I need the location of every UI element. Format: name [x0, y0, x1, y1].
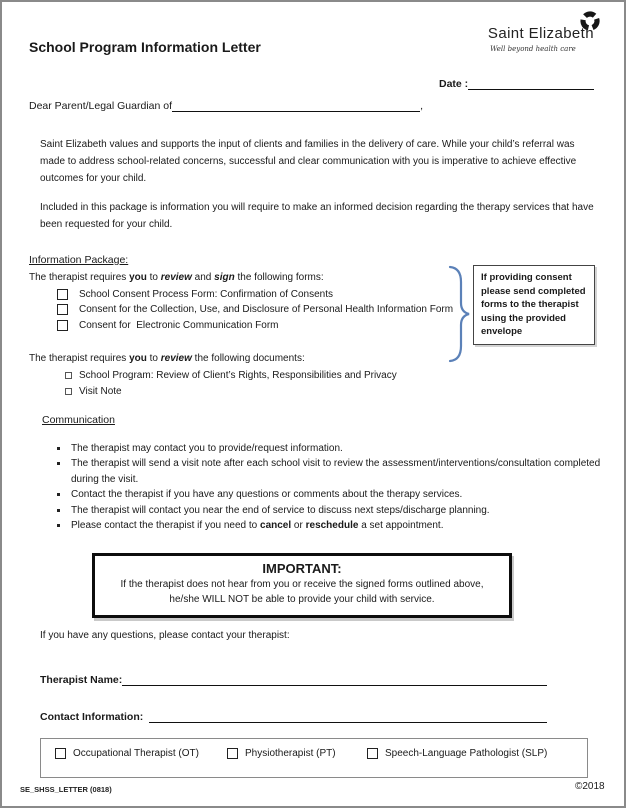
therapist-name-row	[40, 672, 547, 686]
bullet-marker	[57, 493, 60, 496]
form-item-label: School Consent Process Form: Confirmation of Consents	[79, 289, 333, 300]
bullet-item	[57, 487, 605, 502]
date-label: Date :	[439, 78, 469, 90]
document-item-label: Visit Note	[79, 385, 122, 397]
docs-intro-text: the following documents:	[191, 353, 305, 364]
page-title: School Program Information Letter	[29, 39, 261, 55]
contact-information-line[interactable]	[149, 709, 547, 723]
document-item-row	[65, 368, 485, 384]
footer-copyright: ©2018	[575, 781, 605, 792]
form-item-row	[57, 318, 465, 333]
bullet-marker	[57, 524, 60, 527]
therapist-type-option	[227, 748, 336, 759]
checkbox-school-consent-process-form[interactable]	[57, 289, 68, 300]
forms-intro-text: the following forms:	[234, 272, 324, 283]
communication-heading: Communication	[42, 414, 115, 426]
bullet-item	[57, 503, 605, 518]
checkbox-physiotherapist[interactable]	[227, 748, 238, 759]
documents-checklist	[65, 368, 485, 400]
questions-line: If you have any questions, please contact your therapist:	[40, 630, 290, 641]
therapist-type-option	[367, 748, 547, 759]
bullet-item	[57, 456, 605, 487]
salutation-comma: ,	[420, 100, 423, 112]
forms-intro-text: to	[146, 272, 161, 283]
therapist-type-label: Occupational Therapist (OT)	[73, 748, 199, 759]
bullet5-reschedule: reschedule	[305, 520, 359, 532]
bullet5-text: Please contact the therapist if you need to	[71, 520, 261, 532]
bullet5-cancel: cancel	[260, 520, 292, 532]
intro-paragraph-1: Saint Elizabeth values and supports the input of clients and families in the delivery of care. While your child’s referral was made to address school-related concerns, successful and clear communication with you is imperative to achieve effective outcomes for your child.	[40, 139, 577, 184]
form-item-row	[57, 302, 465, 317]
curly-brace-icon	[447, 265, 471, 363]
important-line-1: If the therapist does not hear from you or receive the signed forms outlined above,	[120, 579, 484, 590]
bullet-text: The therapist will send a visit note after each school visit to review the assessment/interventions/consultation completed during the visit.	[71, 458, 601, 485]
salutation	[29, 98, 423, 112]
contact-information-label: Contact Information:	[40, 711, 144, 723]
consent-note-box	[473, 265, 595, 345]
information-package-heading: Information Package:	[29, 254, 129, 266]
checkbox-speech-language-pathologist[interactable]	[367, 748, 378, 759]
checkbox-rights-responsibilities-privacy[interactable]	[65, 372, 72, 379]
bullet-text: The therapist may contact you to provide/request information.	[71, 443, 343, 454]
logo-tagline: Well beyond health care	[490, 45, 576, 53]
bullet-item	[57, 518, 605, 533]
important-title: IMPORTANT:	[262, 561, 342, 576]
bullet5-text: a set appointment.	[358, 520, 444, 532]
communication-bullet-list	[57, 441, 605, 533]
forms-intro-you: you	[129, 272, 147, 283]
checkbox-occupational-therapist[interactable]	[55, 748, 66, 759]
document-item-label: School Program: Review of Client’s Rights, Responsibilities and Privacy	[79, 370, 397, 381]
bullet-item	[57, 441, 605, 456]
date-row	[439, 76, 594, 90]
form-item-label: Consent for the Collection, Use, and Disclosure of Personal Health Information Form	[79, 304, 454, 316]
salutation-text: Dear Parent/Legal Guardian of	[29, 100, 173, 112]
bullet-text	[71, 518, 443, 533]
checkbox-consent-collection-use-disclosure[interactable]	[57, 304, 68, 315]
therapist-type-box	[40, 738, 588, 778]
checkbox-visit-note[interactable]	[65, 388, 72, 395]
guardian-name-line[interactable]	[172, 98, 420, 112]
footer-document-code: SE_SHSS_LETTER (0818)	[20, 785, 112, 794]
intro-paragraph-2: Included in this package is information you will require to make an informed decision regarding the therapy services that have been requested for your child.	[40, 202, 594, 230]
important-line-2: he/she WILL NOT be able to provide your child with service.	[169, 593, 435, 605]
form-item-label: Consent for Electronic Communication Form	[79, 319, 279, 331]
bullet-marker	[57, 462, 60, 465]
therapist-name-line[interactable]	[122, 672, 547, 686]
document-item-row	[65, 384, 485, 400]
docs-intro-you: you	[129, 353, 147, 364]
documents-intro-line	[29, 353, 305, 364]
docs-intro-review: review	[160, 353, 192, 364]
contact-information-row	[40, 709, 547, 723]
form-item-row	[57, 287, 465, 302]
date-field-line[interactable]	[468, 76, 594, 90]
therapist-type-label: Physiotherapist (PT)	[245, 748, 336, 759]
bullet-marker	[57, 447, 60, 450]
therapist-type-option	[55, 748, 199, 759]
therapist-type-label: Speech-Language Pathologist (SLP)	[385, 748, 548, 759]
logo-wordmark: Saint Elizabeth	[487, 25, 594, 42]
forms-intro-text: The therapist requires	[29, 272, 130, 283]
bullet-text: Contact the therapist if you have any questions or comments about the therapy services.	[71, 489, 463, 501]
checkbox-consent-electronic-communication[interactable]	[57, 320, 68, 331]
forms-intro-line	[29, 272, 324, 283]
forms-intro-text: and	[191, 272, 215, 283]
consent-note-text: If providing consent please send completed forms to the therapist using the provided envelope	[481, 272, 586, 337]
bullet-marker	[57, 509, 60, 512]
forms-checklist	[57, 287, 465, 333]
bullet5-text: or	[291, 520, 306, 532]
docs-intro-text: to	[146, 353, 161, 364]
bullet-text: The therapist will contact you near the end of service to discuss next steps/discharge planning.	[71, 504, 490, 516]
docs-intro-text: The therapist requires	[29, 353, 130, 364]
important-notice-box	[92, 553, 512, 618]
therapist-name-label: Therapist Name:	[40, 674, 123, 686]
forms-intro-sign: sign	[214, 272, 235, 283]
forms-intro-review: review	[160, 272, 192, 283]
